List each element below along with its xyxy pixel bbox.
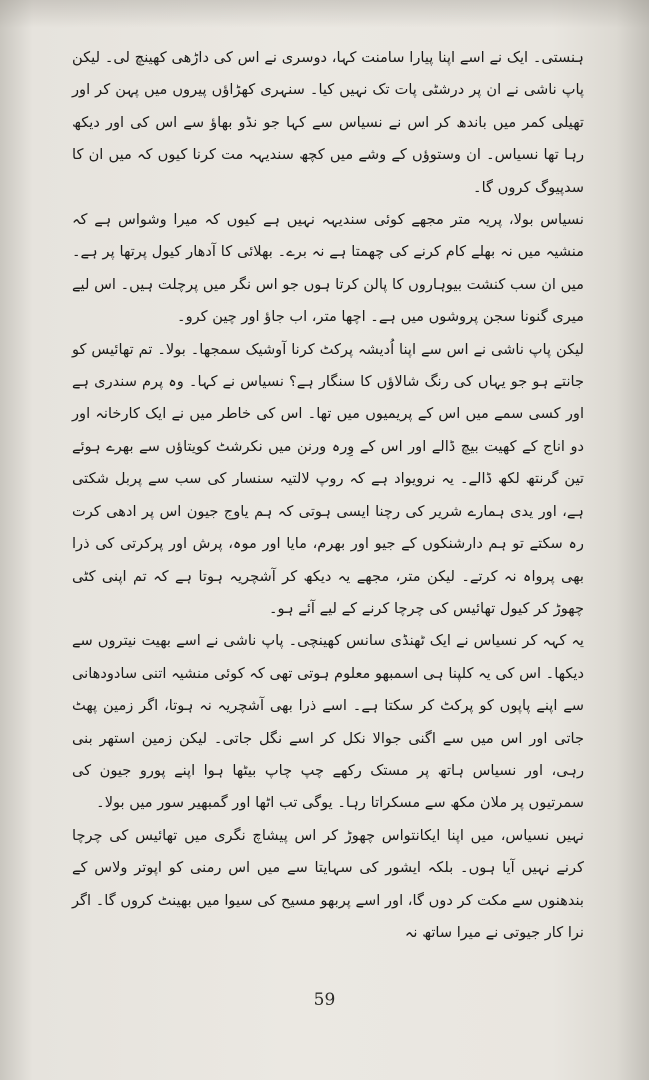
paragraph-3: لیکن پاپ ناشی نے اس سے اپنا اُدیشہ پرکٹ کرنا آوشیک سمجھا۔ بولا۔ تم تھائیس کو جانتے ہو جو یہاں کی رنگ شالاؤں کا سنگار ہے؟ نسیاس نے کہا۔ وہ پرم سندری ہے اور کسی سمے میں اس کے پریمیوں میں تھا۔ اس کی خاطر میں نے ایک کارخانہ اور دو اناج کے کھیت بیچ ڈالے اور اس کے وِرہ ورنن میں نکرشٹ کویتاؤں سے بھرے ہوئے تین گرنتھ لکھ ڈالے۔ یہ نرویواد ہے کہ روپ لالتیہ سنسار کی سب سے پربل شکتی ہے، اور یدی ہمارے شریر کی رچنا ایسی ہوتی کہ ہم یاوج جیون اس پر ادھی کرت رہ سکتے تو ہم دارشنکوں کے جیو اور بھرم، مایا اور موہ، پرش اور پرکرتی کی ذرا بھی پرواہ نہ کرتے۔ لیکن متر، مجھے یہ دیکھ کر آشچریہ ہوتا ہے کہ تم اپنی کٹی چھوڑ کر کیول تھائیس کی چرچا کرنے کے لیے آئے ہو۔ [72,340,584,617]
paragraph-1: ہنستی۔ ایک نے اسے اپنا پیارا سامنت کہا، دوسری نے اس کی داڑھی کھینچ لی۔ لیکن پاپ ناشی نے ان پر درشٹی پات تک نہیں کیا۔ سنہری کھڑاؤں پیروں میں پہن کر اور تھیلی کمر میں باندھ کر اس نے نسیاس سے کہا جو نڈو بھاؤ سے اس کی اور دیکھ رہا تھا نسیاس۔ ان وستوؤں کے وشے میں کچھ سندیہہ مت کرنا کیوں کہ میں ان کا سدپیوگ کروں گا۔ [72,49,584,196]
page-number: 59 [313,990,336,1010]
paragraph-5: نہیں نسیاس، میں اپنا ایکانتواس چھوڑ کر اس پیشاچ نگری میں تھائیس کی چرچا کرنے نہیں آیا ہوں۔ بلکہ ایشور کی سہایتا سے میں اس رمنی کو اپوتر ولاس کے بندھنوں سے مکت کر دوں گا، اور اسے پربھو مسیح کی سیوا میں بھینٹ کروں گا۔ اگر نرا کار جیوتی نے میرا ساتھ نہ [72,826,584,941]
paragraph-4: یہ کہہ کر نسیاس نے ایک ٹھنڈی سانس کھینچی۔ پاپ ناشی نے اسے بھیت نیتروں سے دیکھا۔ اس کی یہ کلپنا ہی اسمبھو معلوم ہوتی تھی کہ کوئی منشیہ اتنی سادودھانی سے اپنے پاپوں کو پرکٹ کر سکتا ہے۔ اسے ذرا بھی آشچریہ نہ ہوتا، اگر زمین پھٹ جاتی اور اس میں سے اگنی جوالا نکل کر اسے نگل جاتی۔ لیکن زمین استھر بنی رہی، اور نسیاس ہاتھ پر مستک رکھے چپ چاپ بیٹھا ہوا اپنے پورو جیون کی سمرتیوں پر ملان مکھ سے مسکراتا رہا۔ یوگی تب اٹھا اور گمبھیر سور میں بولا۔ [72,632,584,812]
paragraph-2: نسیاس بولا، پریہ متر مجھے کوئی سندیہہ نہیں ہے کیوں کہ میرا وشواس ہے کہ منشیہ میں نہ بھلے کام کرنے کی چھمتا ہے نہ برے۔ بھلائی کا آدھار کیول پرتھا پر ہے۔ میں ان سب کنشت بیوہاروں کا پالن کرتا ہوں جو اس نگر میں پرچلت ہیں۔ اس لیے میری گنونا سجن پروشوں میں ہے۔ اچھا متر، اب جاؤ اور چین کرو۔ [72,211,584,326]
body-text [72,42,584,949]
